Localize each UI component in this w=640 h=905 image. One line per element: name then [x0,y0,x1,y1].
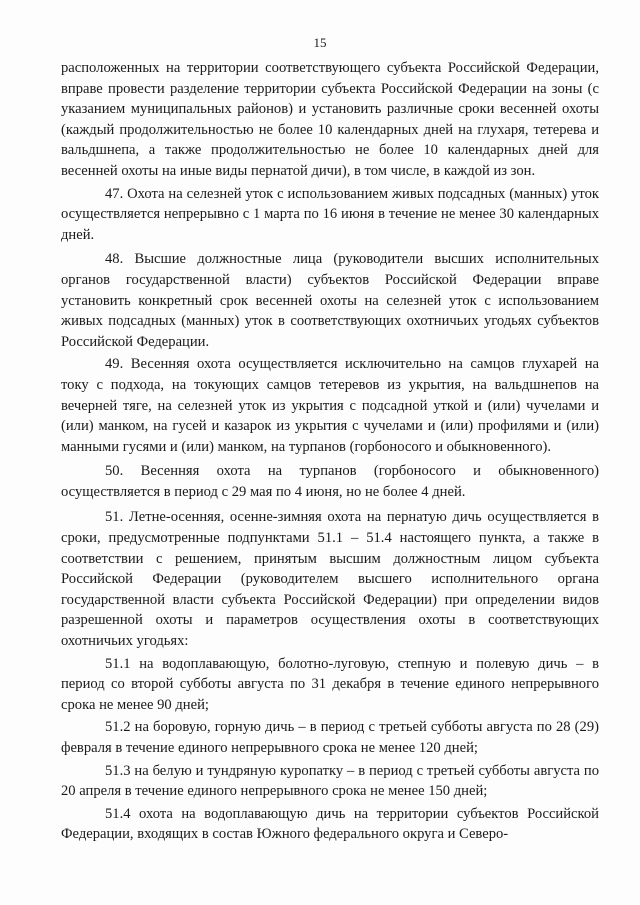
document-body [61,58,599,845]
page-number: 15 [313,35,327,50]
paragraph-51-1: 51.1 на водоплавающую, болотно-луговую, степную и полевую дичь – в период со второй субботы августа по 31 декабря в течение единого непрерывного срока не менее 90 дней; [61,655,599,713]
paragraph-51-2: 51.2 на боровую, горную дичь – в период с третьей субботы августа по 28 (29) февраля в течение единого непрерывного срока не менее 120 дней; [61,719,599,756]
paragraph-51: 51. Летне-осенняя, осенне-зимняя охота на пернатую дичь осуществляется в сроки, предусмотренные подпунктами 51.1 – 51.4 настоящего пункта, а также в соответствии с решением, принятым высшим должностным лицом субъекта Российской Федерации (руководителем высшего исполнительного органа государственной власти субъекта Российской Федерации) при определении видов разрешенной охоты и параметров осуществления охоты в соответствующих охотничьих угодьях: [61,509,599,650]
paragraph-51-3: 51.3 на белую и тундряную куропатку – в период с третьей субботы августа по 20 апреля в течение единого непрерывного срока не менее 150 дней; [61,762,599,800]
paragraph-48: 48. Высшие должностные лица (руководители высших исполнительных органов государственной власти) субъектов Российской Федерации вправе установить конкретный срок весенней охоты на селезней уток с использованием живых подсадных (манных) уток в соответствующих охотничьих угодьях субъектов Российской Федерации. [61,251,599,350]
paragraph-continuation: расположенных на территории соответствующего субъекта Российской Федерации, вправе провести разделение территории субъекта Российской Федерации на зоны (с указанием муниципальных районов) и установить различные сроки весенней охоты (каждый продолжительностью не более 10 календарных дней на глухаря, тетерева и вальдшнепа, а также продолжительностью не более 10 календарных дней для весенней охоты на иные виды пернатой дичи), в том числе, в каждой из зон. [61,60,599,179]
paragraph-51-4: 51.4 охота на водоплавающую дичь на территории субъектов Российской Федерации, входящих в состав Южного федерального округа и Северо- [61,805,599,843]
paragraph-49: 49. Весенняя охота осуществляется исключительно на самцов глухарей на току с подхода, на токующих самцов тетеревов из укрытия, на вальдшнепов на вечерней тяге, на селезней уток из укрытия с подсадной уткой и (или) чучелами и (или) манком, на гусей и казарок из укрытия с чучелами и (или) профилями и (или) манными гусями и (или) манком, на турпанов (горбоносого и обыкновенного). [61,356,599,455]
paragraph-47: 47. Охота на селезней уток с использованием живых подсадных (манных) уток осуществляется непрерывно с 1 марта по 16 июня в течение не менее 30 календарных дней. [61,185,599,243]
paragraph-50: 50. Весенняя охота на турпанов (горбоносого и обыкновенного) осуществляется в период с 29 мая по 4 июня, но не более 4 дней. [61,463,599,500]
